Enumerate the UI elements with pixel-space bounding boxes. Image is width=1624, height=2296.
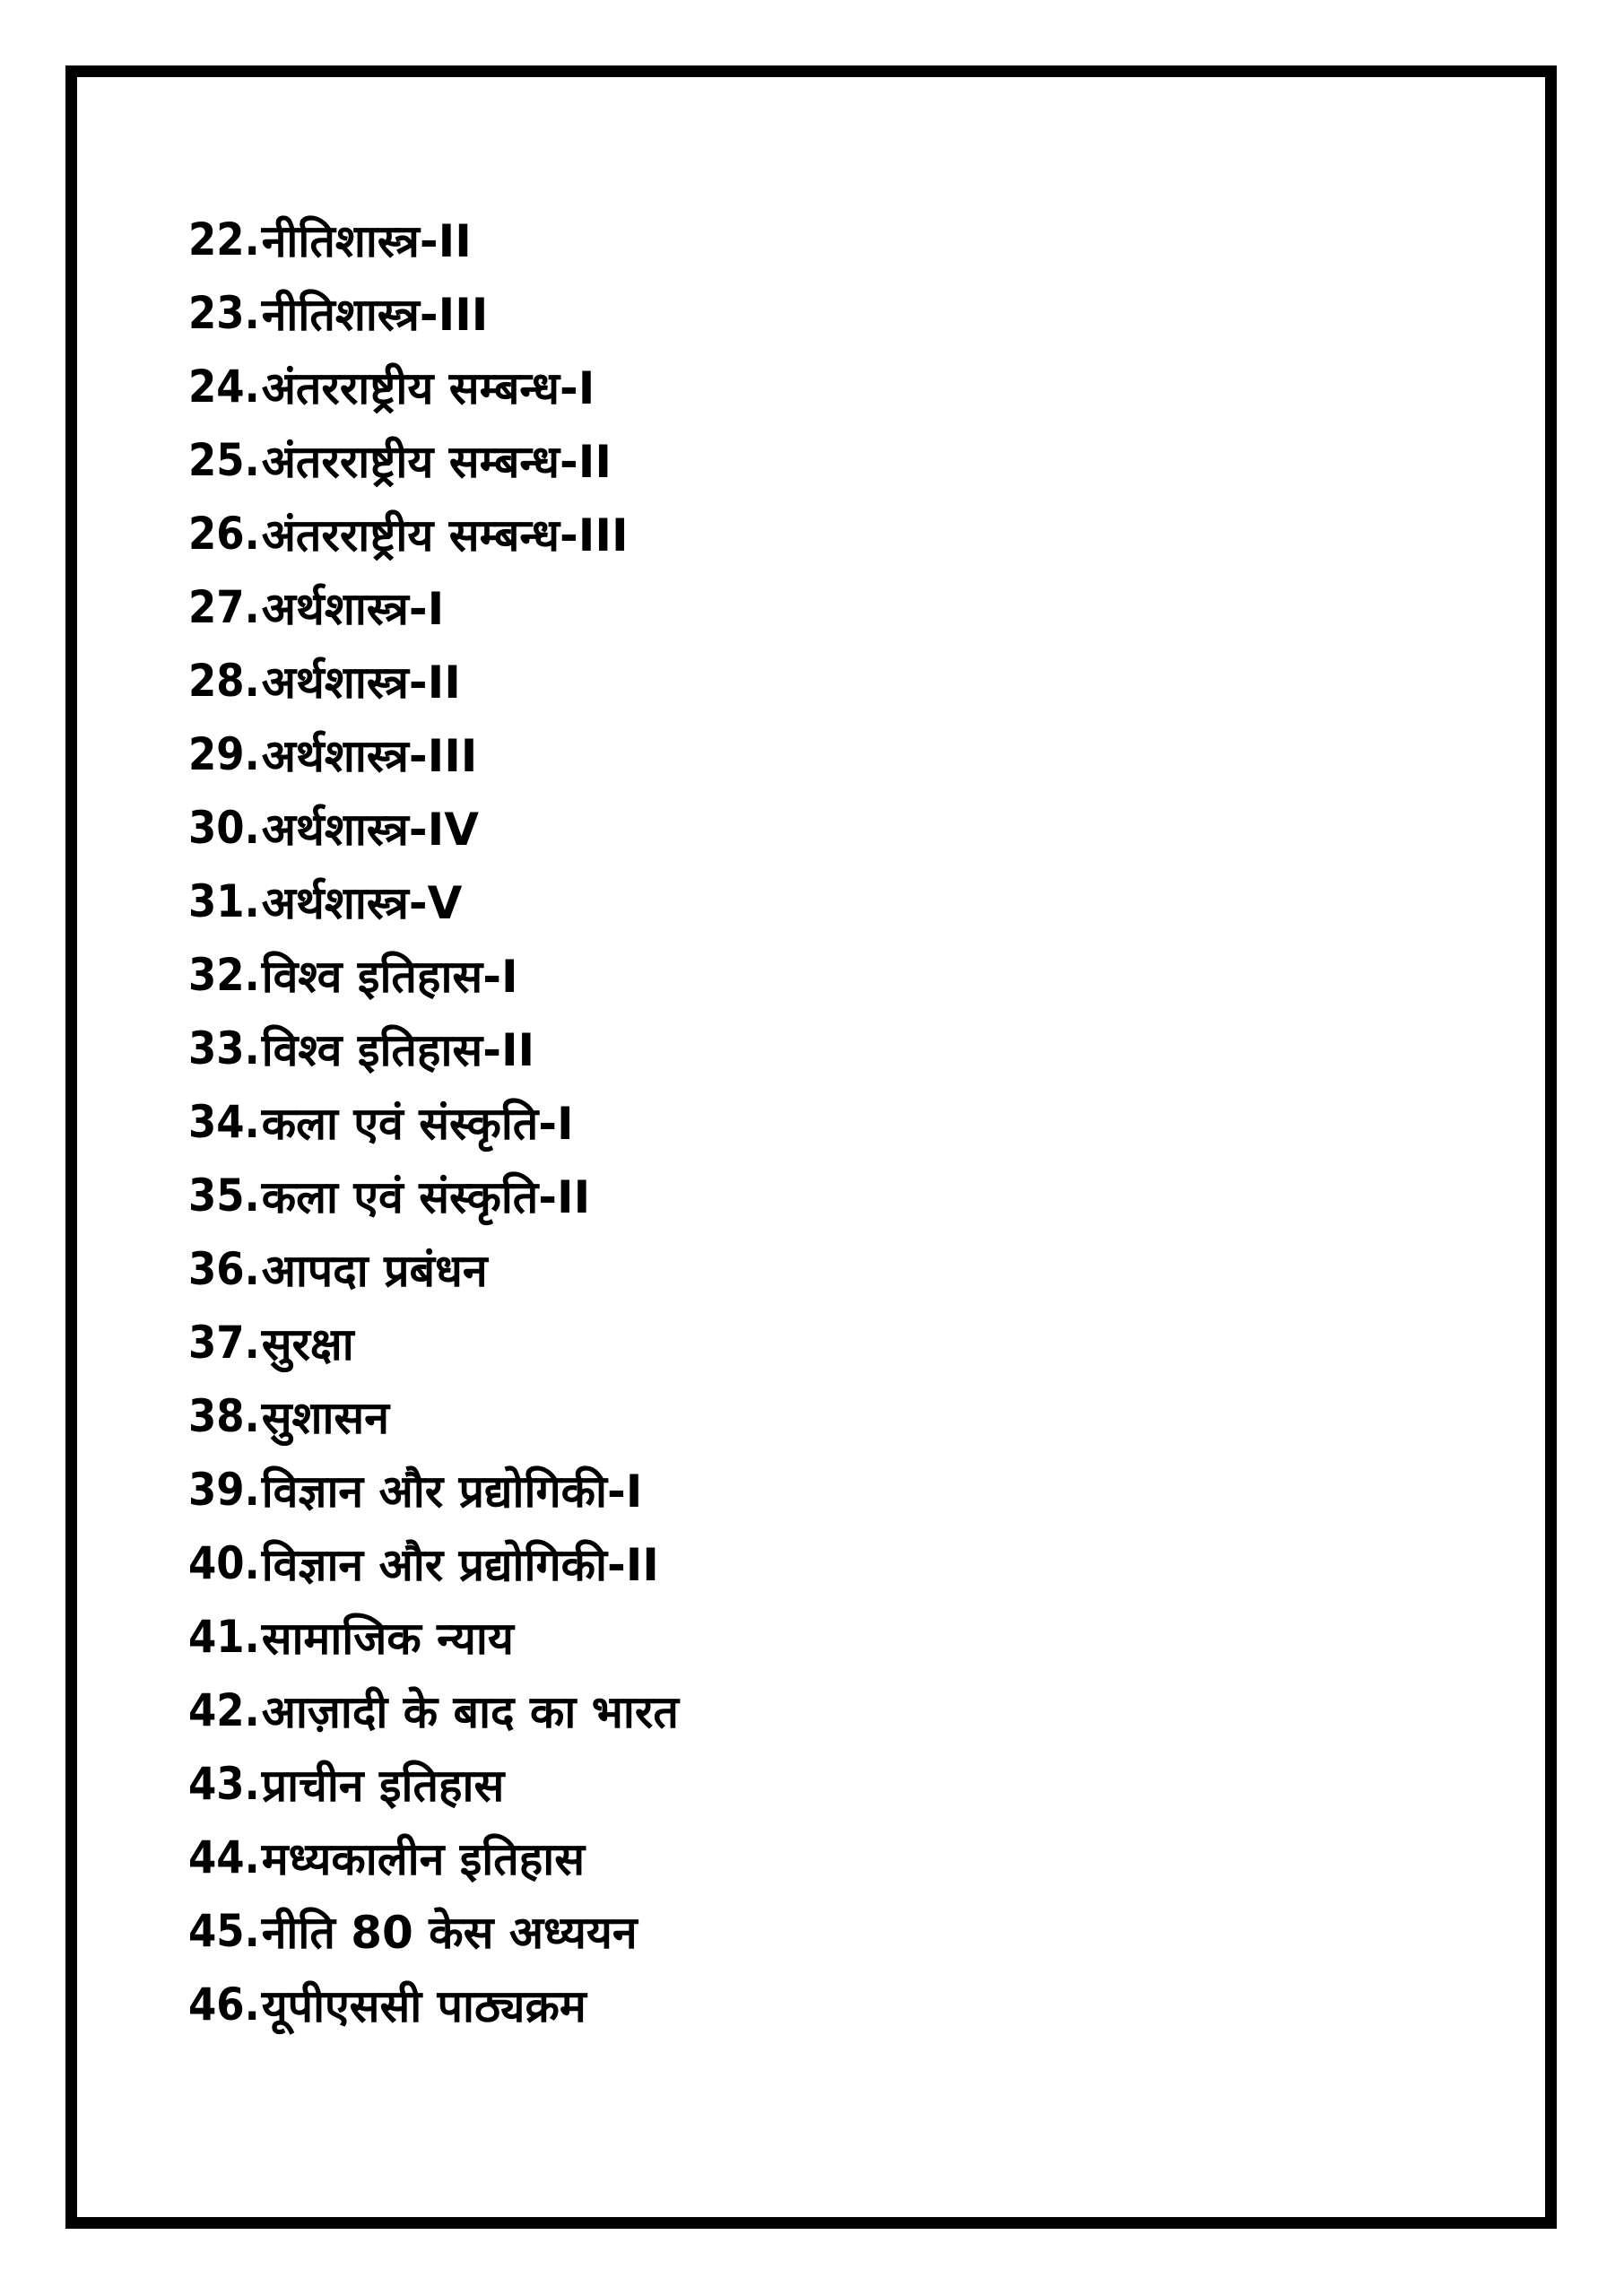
item-number: 36. — [188, 1243, 260, 1295]
item-label: अर्थशास्त्र-IV — [261, 804, 479, 856]
item-number: 37. — [188, 1317, 260, 1369]
list-item — [188, 497, 1527, 570]
item-label: अर्थशास्त्र-I — [261, 583, 445, 635]
list-item — [188, 1821, 1527, 1894]
item-number: 30. — [188, 802, 260, 854]
item-label: प्राचीन इतिहास — [261, 1760, 505, 1812]
item-label: मध्यकालीन इतिहास — [261, 1833, 586, 1885]
list-item — [188, 718, 1527, 791]
item-label: कला एवं संस्कृति-I — [261, 1098, 574, 1150]
item-number: 23. — [188, 287, 260, 339]
item-label: नीतिशास्त्र-III — [261, 289, 489, 341]
item-number: 46. — [188, 1979, 260, 2031]
item-number: 22. — [188, 213, 260, 265]
item-label: नीति 80 केस अध्ययन — [261, 1907, 638, 1959]
item-label: कला एवं संस्कृति-II — [261, 1171, 591, 1223]
list-item — [188, 938, 1527, 1012]
list-item — [188, 350, 1527, 423]
item-number: 42. — [188, 1684, 260, 1736]
list-item — [188, 203, 1527, 276]
list-item — [188, 423, 1527, 497]
list-item — [188, 1674, 1527, 1747]
item-number: 45. — [188, 1905, 260, 1957]
item-label: आज़ादी के बाद का भारत — [261, 1686, 679, 1738]
item-label: अर्थशास्त्र-II — [261, 657, 461, 709]
item-label: अंतरराष्ट्रीय सम्बन्ध-II — [261, 436, 612, 488]
list-item — [188, 1379, 1527, 1453]
list-item — [188, 1453, 1527, 1526]
item-number: 24. — [188, 361, 260, 413]
item-label: अर्थशास्त्र-V — [261, 877, 463, 929]
item-number: 31. — [188, 875, 260, 927]
item-number: 34. — [188, 1096, 260, 1148]
list-item — [188, 276, 1527, 350]
item-label: सामाजिक न्याय — [261, 1613, 514, 1665]
item-label: विज्ञान और प्रद्योगिकी-I — [261, 1465, 643, 1518]
list-item — [188, 570, 1527, 644]
item-label: विश्व इतिहास-I — [261, 951, 518, 1003]
list-item — [188, 1600, 1527, 1674]
item-number: 26. — [188, 508, 260, 560]
list-item — [188, 1747, 1527, 1821]
item-number: 25. — [188, 434, 260, 486]
item-number: 43. — [188, 1758, 260, 1810]
list-item — [188, 1159, 1527, 1232]
item-number: 44. — [188, 1831, 260, 1883]
subject-list — [188, 203, 1527, 2041]
item-label: सुरक्षा — [261, 1318, 354, 1370]
page-frame — [65, 65, 1557, 2229]
item-number: 39. — [188, 1464, 260, 1516]
list-item — [188, 1894, 1527, 1968]
item-number: 38. — [188, 1390, 260, 1442]
list-item — [188, 865, 1527, 938]
item-number: 27. — [188, 581, 260, 633]
item-number: 41. — [188, 1611, 260, 1663]
item-label: विश्व इतिहास-II — [261, 1024, 535, 1076]
item-label: अर्थशास्त्र-III — [261, 730, 478, 782]
item-number: 40. — [188, 1537, 260, 1589]
item-number: 32. — [188, 949, 260, 1001]
item-label: आपदा प्रबंधन — [261, 1245, 488, 1297]
list-item — [188, 644, 1527, 718]
item-label: सुशासन — [261, 1392, 389, 1444]
list-item — [188, 1232, 1527, 1306]
list-item — [188, 1526, 1527, 1600]
list-item — [188, 1012, 1527, 1085]
item-label: अंतरराष्ट्रीय सम्बन्ध-I — [261, 362, 595, 414]
item-number: 28. — [188, 655, 260, 707]
list-item — [188, 1306, 1527, 1379]
item-number: 29. — [188, 728, 260, 780]
item-number: 33. — [188, 1022, 260, 1074]
item-label: विज्ञान और प्रद्योगिकी-II — [261, 1539, 659, 1591]
item-label: नीतिशास्त्र-II — [261, 215, 472, 267]
list-item — [188, 791, 1527, 865]
item-label: यूपीएससी पाठ्यक्रम — [261, 1980, 586, 2032]
list-item — [188, 1968, 1527, 2041]
item-number: 35. — [188, 1170, 260, 1222]
item-label: अंतरराष्ट्रीय सम्बन्ध-III — [261, 509, 629, 561]
list-item — [188, 1085, 1527, 1159]
